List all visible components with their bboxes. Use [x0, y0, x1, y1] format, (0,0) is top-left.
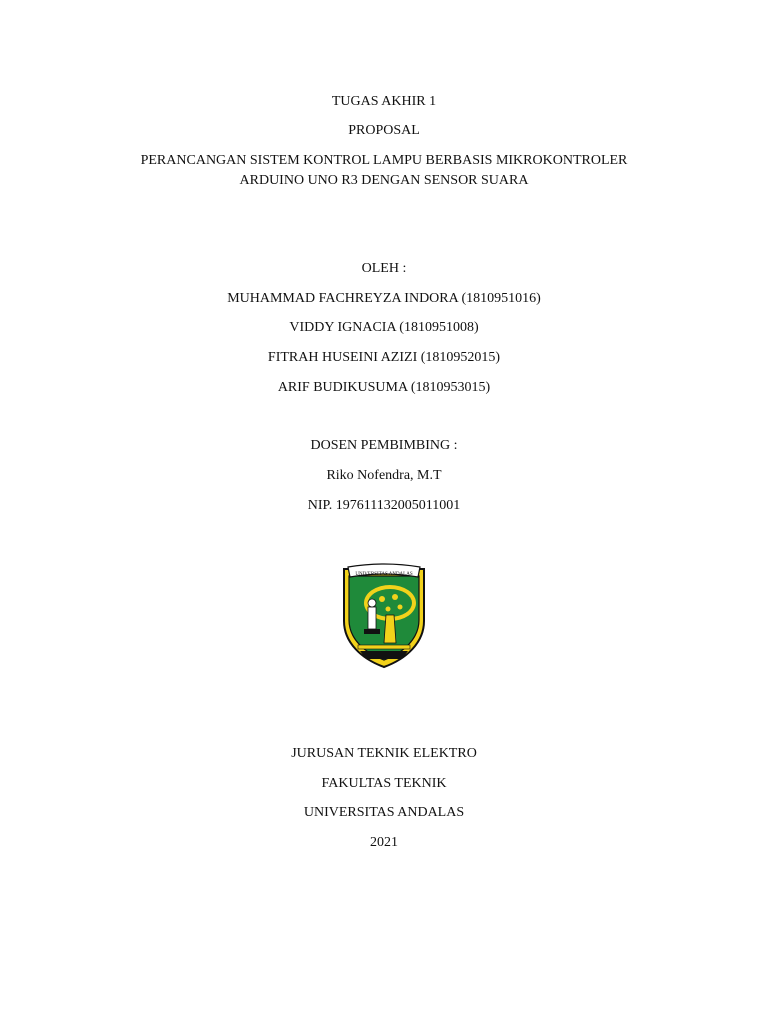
author-3: FITRAH HUSEINI AZIZI (1810952015) — [267, 350, 501, 365]
supervisor-nip: NIP. 197611132005011001 — [307, 498, 461, 513]
seal-text: UNIVERSITAS ANDALAS — [355, 572, 413, 577]
author-2: VIDDY IGNACIA (1810951008) — [289, 320, 479, 335]
by-label: OLEH : — [361, 261, 407, 276]
universitas-andalas-seal-icon — [340, 563, 428, 671]
author-4: ARIF BUDIKUSUMA (1810953015) — [277, 380, 491, 395]
department: JURUSAN TEKNIK ELEKTRO — [291, 746, 477, 761]
university: UNIVERSITAS ANDALAS — [303, 805, 465, 820]
author-1: MUHAMMAD FACHREYZA INDORA (1810951016) — [227, 291, 541, 306]
year: 2021 — [370, 835, 398, 850]
supervisor-name: Riko Nofendra, M.T — [326, 468, 442, 483]
document-type: PROPOSAL — [348, 123, 420, 138]
supervisor-label: DOSEN PEMBIMBING : — [310, 438, 458, 453]
course-heading: TUGAS AKHIR 1 — [331, 94, 437, 109]
title-line-1: PERANCANGAN SISTEM KONTROL LAMPU BERBASIS MIKROKONTROLER — [140, 153, 628, 168]
faculty: FAKULTAS TEKNIK — [321, 776, 447, 791]
title-line-2: ARDUINO UNO R3 DENGAN SENSOR SUARA — [239, 173, 529, 188]
